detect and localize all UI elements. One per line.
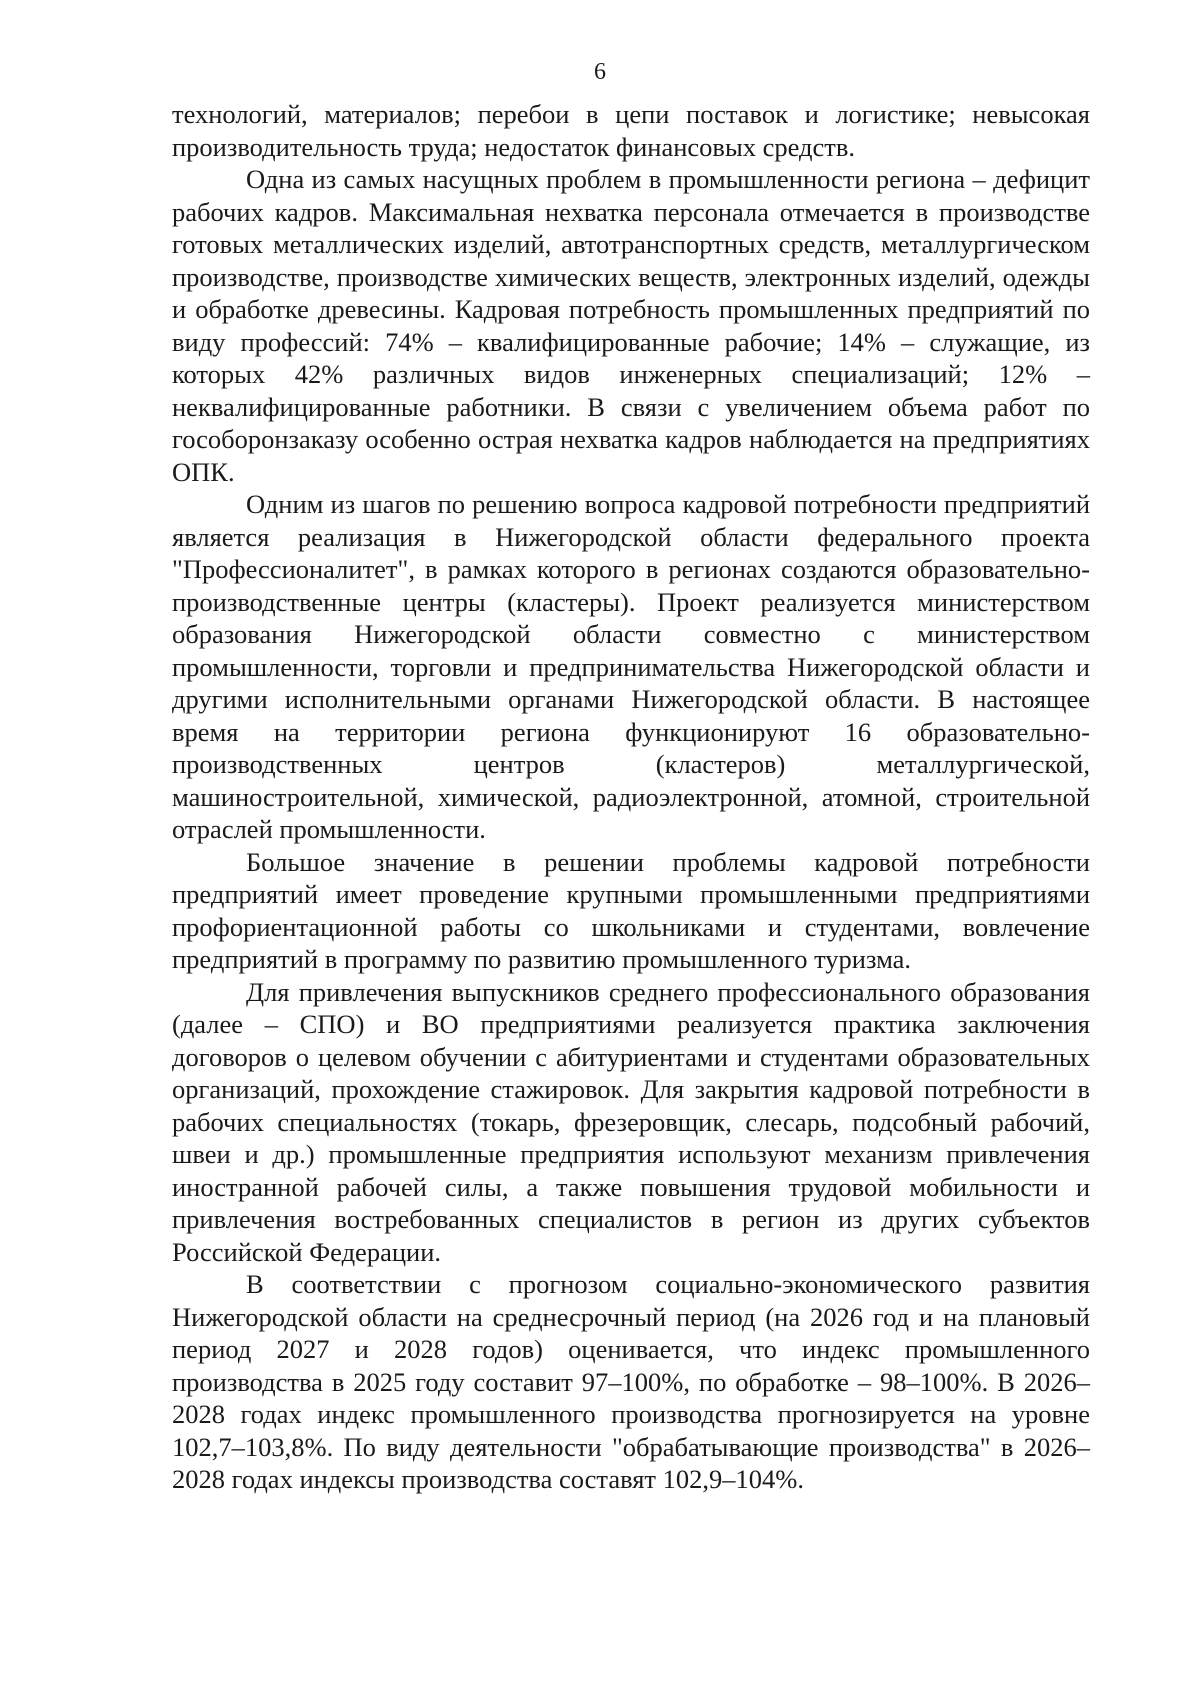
paragraph-production-forecast: В соответствии с прогнозом социально-экономического развития Нижегородской области на среднесрочный период (на 2026 год и на плановый период 2027 и 2028 годов) оценивается, что индекс промышленного производства в 2025 году составит 97–100%, по обработке – 98–100%. В 2026–2028 годах индекс промышленного производства прогнозируется на уровне 102,7–103,8%. По виду деятельности "обрабатывающие производства" в 2026–2028 годах индексы производства составят 102,9–104%. [172,1269,1090,1494]
paragraph-graduate-recruitment: Для привлечения выпускников среднего профессионального образования (далее – СПО) и ВО предприятиями реализуется практика заключения договоров о целевом обучении с абитуриентами и студентами образовательных организаций, прохождение стажировок. Для закрытия кадровой потребности в рабочих специальностях (токарь, фрезеровщик, слесарь, подсобный рабочий, швеи и др.) промышленные предприятия используют механизм привлечения иностранной рабочей силы, а также повышения трудовой мобильности и привлечения востребованных специалистов в регион из других субъектов Российской Федерации. [172,976,1090,1267]
paragraph-professionalitet: Одним из шагов по решению вопроса кадровой потребности предприятий является реализация в Нижегородской области федерального проекта "Профессионалитет", в рамках которого в регионах создаются образовательно-производственные центры (кластеры). Проект реализуется министерством образования Нижегородской области совместно с министерством промышленности, торговли и предпринимательства Нижегородской области и другими исполнительными органами Нижегородской области. В настоящее время на территории региона функционируют 16 образовательно-производственных центров (кластеров) металлургической, машиностроительной, химической, радиоэлектронной, атомной, строительной отраслей промышленности. [172,489,1090,844]
paragraph-staff-shortage: Одна из самых насущных проблем в промышленности региона – дефицит рабочих кадров. Максимальная нехватка персонала отмечается в производстве готовых металлических изделий, автотранспортных средств, металлургическом производстве, производстве химических веществ, электронных изделий, одежды и обработке древесины. Кадровая потребность промышленных предприятий по виду профессий: 74% – квалифицированные рабочие; 14% – служащие, из которых 42% различных видов инженерных специализаций; 12% – неквалифицированные работники. В связи с увеличением объема работ по гособоронзаказу особенно острая нехватка кадров наблюдается на предприятиях ОПК. [172,164,1090,487]
page-number: 6 [594,59,606,85]
paragraph-career-guidance: Большое значение в решении проблемы кадровой потребности предприятий имеет проведение крупными промышленными предприятиями профориентационной работы со школьниками и студентами, вовлечение предприятий в программу по развитию промышленного туризма. [172,846,1090,974]
paragraph-continuation: технологий, материалов; перебои в цепи поставок и логистике; невысокая производительность труда; недостаток финансовых средств. [172,99,1090,162]
document-body [172,98,1090,1496]
